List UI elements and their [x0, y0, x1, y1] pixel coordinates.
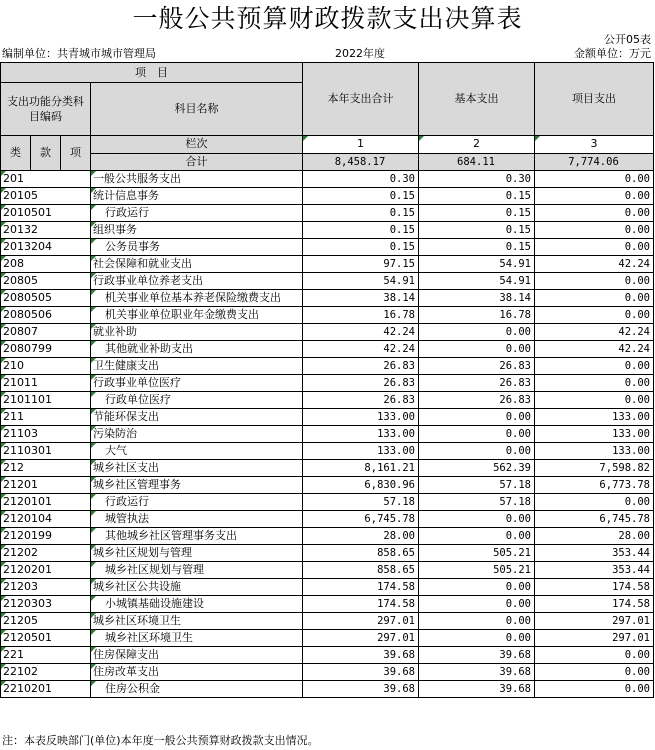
row-subject-name: 住房保障支出: [91, 647, 303, 664]
total-basic: 684.11: [419, 153, 535, 171]
table-row: [1, 596, 654, 613]
row-basic: 0.00: [419, 443, 535, 460]
row-basic: 505.21: [419, 545, 535, 562]
total-amount: 8,458.17: [303, 153, 419, 171]
row-subject-name: 行政事业单位养老支出: [91, 273, 303, 290]
row-project: 0.00: [535, 290, 654, 307]
row-total: 28.00: [303, 528, 419, 545]
row-basic: 0.15: [419, 222, 535, 239]
row-project: 28.00: [535, 528, 654, 545]
row-total: 38.14: [303, 290, 419, 307]
row-total: 0.15: [303, 222, 419, 239]
row-subject-name: 城管执法: [91, 511, 303, 528]
row-subject-name: 污染防治: [91, 426, 303, 443]
row-subject-name: 行政事业单位医疗: [91, 375, 303, 392]
row-subject-name: 行政运行: [91, 494, 303, 511]
row-subject-name: 机关事业单位基本养老保险缴费支出: [91, 290, 303, 307]
table-row: [1, 358, 654, 375]
row-basic: 0.00: [419, 426, 535, 443]
row-basic: 26.83: [419, 392, 535, 409]
row-project: 0.00: [535, 239, 654, 256]
header-total: 本年支出合计: [303, 63, 419, 136]
row-basic: 0.15: [419, 239, 535, 256]
row-subject-name: 城乡社区管理事务: [91, 477, 303, 494]
row-subject-name: 城乡社区规划与管理: [91, 562, 303, 579]
row-project: 353.44: [535, 562, 654, 579]
row-code: 211: [1, 409, 91, 426]
row-total: 39.68: [303, 681, 419, 698]
row-total: 0.15: [303, 188, 419, 205]
row-basic: 0.00: [419, 528, 535, 545]
report-title: 一般公共预算财政拨款支出决算表: [132, 4, 523, 33]
row-project: 42.24: [535, 256, 654, 273]
table-row: [1, 528, 654, 545]
row-total: 42.24: [303, 341, 419, 358]
row-project: 0.00: [535, 392, 654, 409]
row-subject-name: 一般公共服务支出: [91, 171, 303, 188]
table-row: [1, 494, 654, 511]
amount-unit: 金额单位：万元: [574, 47, 651, 60]
row-basic: 505.21: [419, 562, 535, 579]
table-row: [1, 205, 654, 222]
row-total: 26.83: [303, 358, 419, 375]
header-kuan: 款: [31, 136, 61, 171]
row-subject-name: 行政运行: [91, 205, 303, 222]
row-basic: 0.00: [419, 579, 535, 596]
row-code: 2013204: [1, 239, 91, 256]
row-total: 174.58: [303, 596, 419, 613]
row-code: 212: [1, 460, 91, 477]
row-subject-name: 城乡社区公共设施: [91, 579, 303, 596]
row-basic: 0.00: [419, 613, 535, 630]
table-row: [1, 511, 654, 528]
row-subject-name: 组织事务: [91, 222, 303, 239]
row-basic: 38.14: [419, 290, 535, 307]
org-name: 编制单位：共青城市城市管理局: [2, 47, 156, 60]
row-total: 6,830.96: [303, 477, 419, 494]
row-subject-name: 社会保障和就业支出: [91, 256, 303, 273]
row-project: 133.00: [535, 409, 654, 426]
expenditure-table: [0, 62, 654, 698]
row-subject-name: 行政单位医疗: [91, 392, 303, 409]
row-project: 0.00: [535, 205, 654, 222]
row-project: 0.00: [535, 188, 654, 205]
row-project: 0.00: [535, 647, 654, 664]
row-total: 297.01: [303, 630, 419, 647]
table-row: [1, 307, 654, 324]
row-basic: 0.00: [419, 324, 535, 341]
row-code: 221: [1, 647, 91, 664]
row-total: 39.68: [303, 647, 419, 664]
row-code: 2120199: [1, 528, 91, 545]
row-subject-name: 就业补助: [91, 324, 303, 341]
row-basic: 57.18: [419, 494, 535, 511]
row-basic: 39.68: [419, 647, 535, 664]
header-lanci: 栏次: [91, 136, 303, 154]
row-subject-name: 统计信息事务: [91, 188, 303, 205]
row-subject-name: 住房改革支出: [91, 664, 303, 681]
row-project: 297.01: [535, 613, 654, 630]
row-code: 2120303: [1, 596, 91, 613]
row-code: 210: [1, 358, 91, 375]
row-project: 0.00: [535, 494, 654, 511]
row-code: 2080799: [1, 341, 91, 358]
row-project: 0.00: [535, 307, 654, 324]
row-code: 21103: [1, 426, 91, 443]
table-row: [1, 222, 654, 239]
table-row: [1, 273, 654, 290]
col-number-2: 2: [419, 136, 535, 154]
row-project: 0.00: [535, 358, 654, 375]
row-code: 2080506: [1, 307, 91, 324]
table-row: [1, 188, 654, 205]
footnote: 注：本表反映部门(单位)本年度一般公共预算财政拨款支出情况。: [2, 734, 319, 747]
form-code: 公开05表: [604, 33, 651, 46]
row-code: 2101101: [1, 392, 91, 409]
row-project: 133.00: [535, 426, 654, 443]
row-basic: 0.00: [419, 596, 535, 613]
row-subject-name: 节能环保支出: [91, 409, 303, 426]
row-project: 0.00: [535, 681, 654, 698]
row-subject-name: 城乡社区环境卫生: [91, 630, 303, 647]
row-total: 26.83: [303, 375, 419, 392]
row-code: 2120501: [1, 630, 91, 647]
row-subject-name: 卫生健康支出: [91, 358, 303, 375]
row-code: 2120104: [1, 511, 91, 528]
row-code: 2010501: [1, 205, 91, 222]
row-basic: 562.39: [419, 460, 535, 477]
row-project: 0.00: [535, 222, 654, 239]
row-basic: 39.68: [419, 664, 535, 681]
row-total: 8,161.21: [303, 460, 419, 477]
table-row: [1, 239, 654, 256]
row-total: 133.00: [303, 426, 419, 443]
row-code: 2120201: [1, 562, 91, 579]
row-code: 21201: [1, 477, 91, 494]
table-row: [1, 647, 654, 664]
row-subject-name: 城乡社区环境卫生: [91, 613, 303, 630]
row-project: 297.01: [535, 630, 654, 647]
row-project: 42.24: [535, 341, 654, 358]
table-row: [1, 545, 654, 562]
header-func-code: 支出功能分类科目编码: [1, 83, 91, 136]
table-row: [1, 562, 654, 579]
row-subject-name: 其他城乡社区管理事务支出: [91, 528, 303, 545]
row-total: 57.18: [303, 494, 419, 511]
table-row: [1, 324, 654, 341]
row-code: 21203: [1, 579, 91, 596]
row-code: 2210201: [1, 681, 91, 698]
row-total: 297.01: [303, 613, 419, 630]
row-total: 6,745.78: [303, 511, 419, 528]
row-total: 133.00: [303, 409, 419, 426]
row-project: 6,773.78: [535, 477, 654, 494]
row-code: 20132: [1, 222, 91, 239]
row-code: 20105: [1, 188, 91, 205]
header-basic: 基本支出: [419, 63, 535, 136]
row-total: 858.65: [303, 545, 419, 562]
row-basic: 26.83: [419, 375, 535, 392]
row-total: 174.58: [303, 579, 419, 596]
row-basic: 0.00: [419, 630, 535, 647]
row-subject-name: 小城镇基础设施建设: [91, 596, 303, 613]
row-basic: 16.78: [419, 307, 535, 324]
row-total: 858.65: [303, 562, 419, 579]
table-row: [1, 613, 654, 630]
row-basic: 39.68: [419, 681, 535, 698]
row-total: 54.91: [303, 273, 419, 290]
header-project: 项 目: [1, 63, 303, 83]
row-basic: 0.00: [419, 341, 535, 358]
row-code: 2120101: [1, 494, 91, 511]
row-project: 42.24: [535, 324, 654, 341]
row-total: 39.68: [303, 664, 419, 681]
row-total: 42.24: [303, 324, 419, 341]
row-total: 0.15: [303, 205, 419, 222]
col-number-3: 3: [535, 136, 654, 154]
row-total: 26.83: [303, 392, 419, 409]
table-row: [1, 171, 654, 188]
row-basic: 0.30: [419, 171, 535, 188]
fiscal-year: 2022年度: [335, 47, 385, 60]
row-project: 0.00: [535, 664, 654, 681]
row-project: 174.58: [535, 579, 654, 596]
total-label: 合计: [91, 153, 303, 171]
row-project: 174.58: [535, 596, 654, 613]
row-project: 133.00: [535, 443, 654, 460]
table-row: [1, 477, 654, 494]
row-subject-name: 其他就业补助支出: [91, 341, 303, 358]
table-row: [1, 460, 654, 477]
row-basic: 57.18: [419, 477, 535, 494]
table-row: [1, 426, 654, 443]
row-total: 0.15: [303, 239, 419, 256]
header-xiang: 项: [61, 136, 91, 171]
header-lei: 类: [1, 136, 31, 171]
row-project: 7,598.82: [535, 460, 654, 477]
row-code: 21202: [1, 545, 91, 562]
table-row: [1, 375, 654, 392]
row-code: 2080505: [1, 290, 91, 307]
row-subject-name: 大气: [91, 443, 303, 460]
row-code: 20805: [1, 273, 91, 290]
row-total: 133.00: [303, 443, 419, 460]
row-code: 201: [1, 171, 91, 188]
row-subject-name: 城乡社区规划与管理: [91, 545, 303, 562]
header-subject-name: 科目名称: [91, 83, 303, 136]
row-code: 21011: [1, 375, 91, 392]
row-subject-name: 城乡社区支出: [91, 460, 303, 477]
table-row: [1, 341, 654, 358]
row-code: 208: [1, 256, 91, 273]
table-row: [1, 290, 654, 307]
row-basic: 54.91: [419, 256, 535, 273]
table-row: [1, 579, 654, 596]
row-total: 16.78: [303, 307, 419, 324]
row-project: 353.44: [535, 545, 654, 562]
table-row: [1, 256, 654, 273]
row-basic: 54.91: [419, 273, 535, 290]
row-basic: 26.83: [419, 358, 535, 375]
row-subject-name: 住房公积金: [91, 681, 303, 698]
row-project: 0.00: [535, 375, 654, 392]
row-code: 21205: [1, 613, 91, 630]
row-code: 20807: [1, 324, 91, 341]
header-project-exp: 项目支出: [535, 63, 654, 136]
row-code: 22102: [1, 664, 91, 681]
row-project: 6,745.78: [535, 511, 654, 528]
table-row: [1, 409, 654, 426]
row-basic: 0.00: [419, 409, 535, 426]
row-basic: 0.15: [419, 205, 535, 222]
row-subject-name: 机关事业单位职业年金缴费支出: [91, 307, 303, 324]
row-basic: 0.15: [419, 188, 535, 205]
table-row: [1, 681, 654, 698]
total-project: 7,774.06: [535, 153, 654, 171]
row-subject-name: 公务员事务: [91, 239, 303, 256]
row-project: 0.00: [535, 171, 654, 188]
table-row: [1, 443, 654, 460]
row-project: 0.00: [535, 273, 654, 290]
table-row: [1, 664, 654, 681]
table-row: [1, 630, 654, 647]
row-total: 0.30: [303, 171, 419, 188]
col-number-1: 1: [303, 136, 419, 154]
table-row: [1, 392, 654, 409]
row-total: 97.15: [303, 256, 419, 273]
row-code: 2110301: [1, 443, 91, 460]
row-basic: 0.00: [419, 511, 535, 528]
